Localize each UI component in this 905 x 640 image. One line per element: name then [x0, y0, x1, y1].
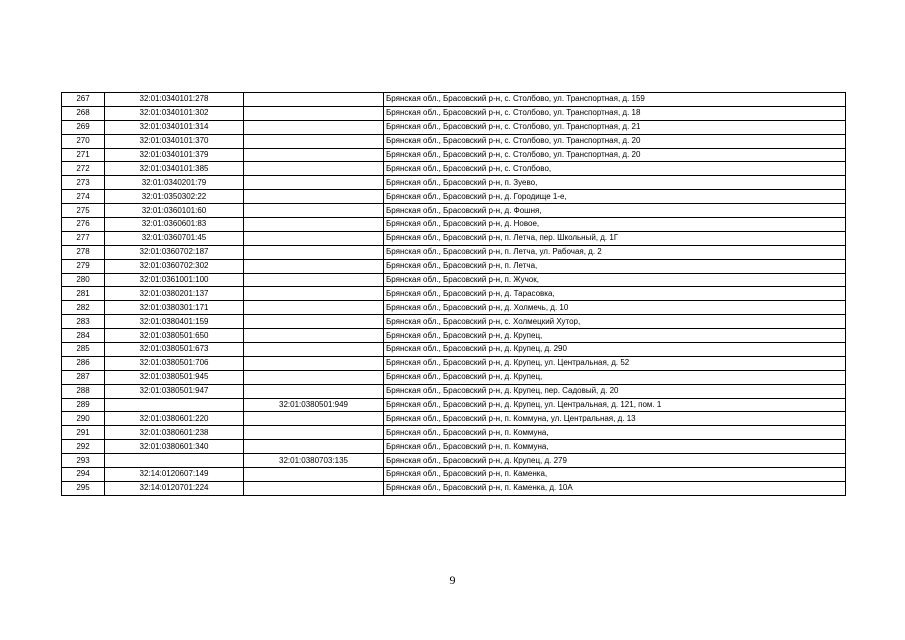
row-number-cell: 273 [62, 176, 105, 190]
cadastral-number-cell: 32:01:0361001:100 [105, 273, 244, 287]
cadastral-number-alt-cell [244, 412, 384, 426]
row-number-cell: 289 [62, 398, 105, 412]
row-number-cell: 272 [62, 162, 105, 176]
cadastral-number-cell: 32:01:0360702:187 [105, 245, 244, 259]
cadastral-number-cell: 32:01:0380501:673 [105, 343, 244, 357]
table-row [62, 176, 846, 190]
address-cell: Брянская обл., Брасовский р-н, д. Холмечь, д. 10 [384, 301, 846, 315]
row-number-cell: 293 [62, 454, 105, 468]
address-cell: Брянская обл., Брасовский р-н, д. Городище 1-е, [384, 190, 846, 204]
address-cell: Брянская обл., Брасовский р-н, д. Крупец, ул. Центральная, д. 52 [384, 356, 846, 370]
cadastral-number-alt-cell [244, 384, 384, 398]
table-row [62, 120, 846, 134]
table-row [62, 134, 846, 148]
cadastral-number-cell: 32:01:0360701:45 [105, 231, 244, 245]
row-number-cell: 280 [62, 273, 105, 287]
table-row [62, 343, 846, 357]
cadastral-number-alt-cell [244, 134, 384, 148]
table-row [62, 218, 846, 232]
row-number-cell: 279 [62, 259, 105, 273]
cadastral-number-alt-cell [244, 162, 384, 176]
row-number-cell: 294 [62, 468, 105, 482]
property-table [61, 92, 846, 496]
table-row [62, 273, 846, 287]
address-cell: Брянская обл., Брасовский р-н, п. Жучок, [384, 273, 846, 287]
row-number-cell: 295 [62, 481, 105, 495]
row-number-cell: 271 [62, 148, 105, 162]
table-row [62, 204, 846, 218]
table-row [62, 370, 846, 384]
cadastral-number-cell: 32:01:0340101:278 [105, 93, 244, 107]
cadastral-number-cell: 32:01:0340101:302 [105, 106, 244, 120]
table-row [62, 426, 846, 440]
cadastral-number-alt-cell [244, 301, 384, 315]
address-cell: Брянская обл., Брасовский р-н, п. Коммуна, [384, 440, 846, 454]
address-cell: Брянская обл., Брасовский р-н, с. Столбово, ул. Транспортная, д. 18 [384, 106, 846, 120]
table-row [62, 106, 846, 120]
address-cell: Брянская обл., Брасовский р-н, п. Коммуна, ул. Центральная, д. 13 [384, 412, 846, 426]
address-cell: Брянская обл., Брасовский р-н, д. Фошня, [384, 204, 846, 218]
table-row [62, 301, 846, 315]
cadastral-number-cell: 32:14:0120701:224 [105, 481, 244, 495]
table-row [62, 440, 846, 454]
row-number-cell: 267 [62, 93, 105, 107]
table-row [62, 329, 846, 343]
table-row [62, 287, 846, 301]
cadastral-number-alt-cell: 32:01:0380501:949 [244, 398, 384, 412]
cadastral-number-cell: 32:01:0340201:79 [105, 176, 244, 190]
table-row [62, 398, 846, 412]
row-number-cell: 275 [62, 204, 105, 218]
address-cell: Брянская обл., Брасовский р-н, д. Новое, [384, 218, 846, 232]
row-number-cell: 281 [62, 287, 105, 301]
cadastral-number-cell [105, 398, 244, 412]
row-number-cell: 277 [62, 231, 105, 245]
cadastral-number-alt-cell [244, 287, 384, 301]
row-number-cell: 283 [62, 315, 105, 329]
cadastral-number-alt-cell [244, 468, 384, 482]
cadastral-number-cell [105, 454, 244, 468]
cadastral-number-alt-cell [244, 204, 384, 218]
cadastral-number-alt-cell [244, 481, 384, 495]
address-cell: Брянская обл., Брасовский р-н, с. Столбово, ул. Транспортная, д. 20 [384, 148, 846, 162]
cadastral-number-cell: 32:01:0380601:340 [105, 440, 244, 454]
cadastral-number-alt-cell [244, 190, 384, 204]
table-row [62, 148, 846, 162]
row-number-cell: 288 [62, 384, 105, 398]
address-cell: Брянская обл., Брасовский р-н, п. Каменка, [384, 468, 846, 482]
address-cell: Брянская обл., Брасовский р-н, д. Крупец, [384, 370, 846, 384]
address-cell: Брянская обл., Брасовский р-н, с. Холмецкий Хутор, [384, 315, 846, 329]
table-row [62, 315, 846, 329]
cadastral-number-alt-cell [244, 356, 384, 370]
row-number-cell: 284 [62, 329, 105, 343]
row-number-cell: 276 [62, 218, 105, 232]
table-row [62, 356, 846, 370]
address-cell: Брянская обл., Брасовский р-н, с. Столбово, ул. Транспортная, д. 21 [384, 120, 846, 134]
row-number-cell: 270 [62, 134, 105, 148]
cadastral-number-alt-cell [244, 218, 384, 232]
row-number-cell: 282 [62, 301, 105, 315]
cadastral-number-alt-cell [244, 106, 384, 120]
address-cell: Брянская обл., Брасовский р-н, д. Крупец, [384, 329, 846, 343]
cadastral-number-cell: 32:01:0380201:137 [105, 287, 244, 301]
cadastral-number-cell: 32:01:0380601:220 [105, 412, 244, 426]
cadastral-number-cell: 32:01:0350302:22 [105, 190, 244, 204]
table-row [62, 468, 846, 482]
cadastral-number-cell: 32:01:0380501:706 [105, 356, 244, 370]
cadastral-number-alt-cell [244, 329, 384, 343]
address-cell: Брянская обл., Брасовский р-н, п. Летча, [384, 259, 846, 273]
table-row [62, 412, 846, 426]
address-cell: Брянская обл., Брасовский р-н, п. Летча, ул. Рабочая, д. 2 [384, 245, 846, 259]
row-number-cell: 278 [62, 245, 105, 259]
cadastral-number-alt-cell [244, 120, 384, 134]
cadastral-number-alt-cell [244, 315, 384, 329]
table-row [62, 454, 846, 468]
cadastral-number-alt-cell [244, 259, 384, 273]
cadastral-number-cell: 32:01:0360702:302 [105, 259, 244, 273]
row-number-cell: 287 [62, 370, 105, 384]
page-number: 9 [449, 573, 456, 587]
cadastral-number-cell: 32:01:0340101:370 [105, 134, 244, 148]
cadastral-number-cell: 32:01:0340101:379 [105, 148, 244, 162]
table-row [62, 231, 846, 245]
address-cell: Брянская обл., Брасовский р-н, с. Столбово, ул. Транспортная, д. 159 [384, 93, 846, 107]
address-cell: Брянская обл., Брасовский р-н, п. Каменка, д. 10А [384, 481, 846, 495]
cadastral-number-alt-cell [244, 231, 384, 245]
cadastral-number-alt-cell [244, 148, 384, 162]
cadastral-number-cell: 32:01:0380401:159 [105, 315, 244, 329]
address-cell: Брянская обл., Брасовский р-н, п. Летча, пер. Школьный, д. 1Г [384, 231, 846, 245]
address-cell: Брянская обл., Брасовский р-н, д. Крупец, пер. Садовый, д. 20 [384, 384, 846, 398]
address-cell: Брянская обл., Брасовский р-н, д. Крупец, д. 279 [384, 454, 846, 468]
table-row [62, 245, 846, 259]
table-row [62, 481, 846, 495]
address-cell: Брянская обл., Брасовский р-н, д. Крупец, д. 290 [384, 343, 846, 357]
cadastral-number-cell: 32:01:0380601:238 [105, 426, 244, 440]
row-number-cell: 286 [62, 356, 105, 370]
cadastral-number-cell: 32:01:0380501:945 [105, 370, 244, 384]
row-number-cell: 292 [62, 440, 105, 454]
row-number-cell: 274 [62, 190, 105, 204]
table-row [62, 93, 846, 107]
address-cell: Брянская обл., Брасовский р-н, п. Зуево, [384, 176, 846, 190]
table-row [62, 190, 846, 204]
property-table-body [62, 93, 846, 496]
cadastral-number-cell: 32:01:0380501:650 [105, 329, 244, 343]
table-row [62, 162, 846, 176]
table-row [62, 384, 846, 398]
cadastral-number-alt-cell [244, 440, 384, 454]
cadastral-number-alt-cell [244, 176, 384, 190]
row-number-cell: 269 [62, 120, 105, 134]
row-number-cell: 268 [62, 106, 105, 120]
address-cell: Брянская обл., Брасовский р-н, с. Столбово, ул. Транспортная, д. 20 [384, 134, 846, 148]
cadastral-number-alt-cell [244, 273, 384, 287]
cadastral-number-cell: 32:01:0340101:385 [105, 162, 244, 176]
cadastral-number-cell: 32:14:0120607:149 [105, 468, 244, 482]
address-cell: Брянская обл., Брасовский р-н, д. Тарасовка, [384, 287, 846, 301]
table-row [62, 259, 846, 273]
row-number-cell: 291 [62, 426, 105, 440]
cadastral-number-alt-cell [244, 370, 384, 384]
cadastral-number-cell: 32:01:0380501:947 [105, 384, 244, 398]
address-cell: Брянская обл., Брасовский р-н, с. Столбово, [384, 162, 846, 176]
cadastral-number-alt-cell: 32:01:0380703:135 [244, 454, 384, 468]
row-number-cell: 290 [62, 412, 105, 426]
cadastral-number-alt-cell [244, 343, 384, 357]
cadastral-number-cell: 32:01:0360601:83 [105, 218, 244, 232]
address-cell: Брянская обл., Брасовский р-н, д. Крупец, ул. Центральная, д. 121, пом. 1 [384, 398, 846, 412]
cadastral-number-alt-cell [244, 426, 384, 440]
cadastral-number-cell: 32:01:0380301:171 [105, 301, 244, 315]
cadastral-number-alt-cell [244, 93, 384, 107]
cadastral-number-cell: 32:01:0360101:60 [105, 204, 244, 218]
address-cell: Брянская обл., Брасовский р-н, п. Коммуна, [384, 426, 846, 440]
cadastral-number-cell: 32:01:0340101:314 [105, 120, 244, 134]
cadastral-number-alt-cell [244, 245, 384, 259]
row-number-cell: 285 [62, 343, 105, 357]
